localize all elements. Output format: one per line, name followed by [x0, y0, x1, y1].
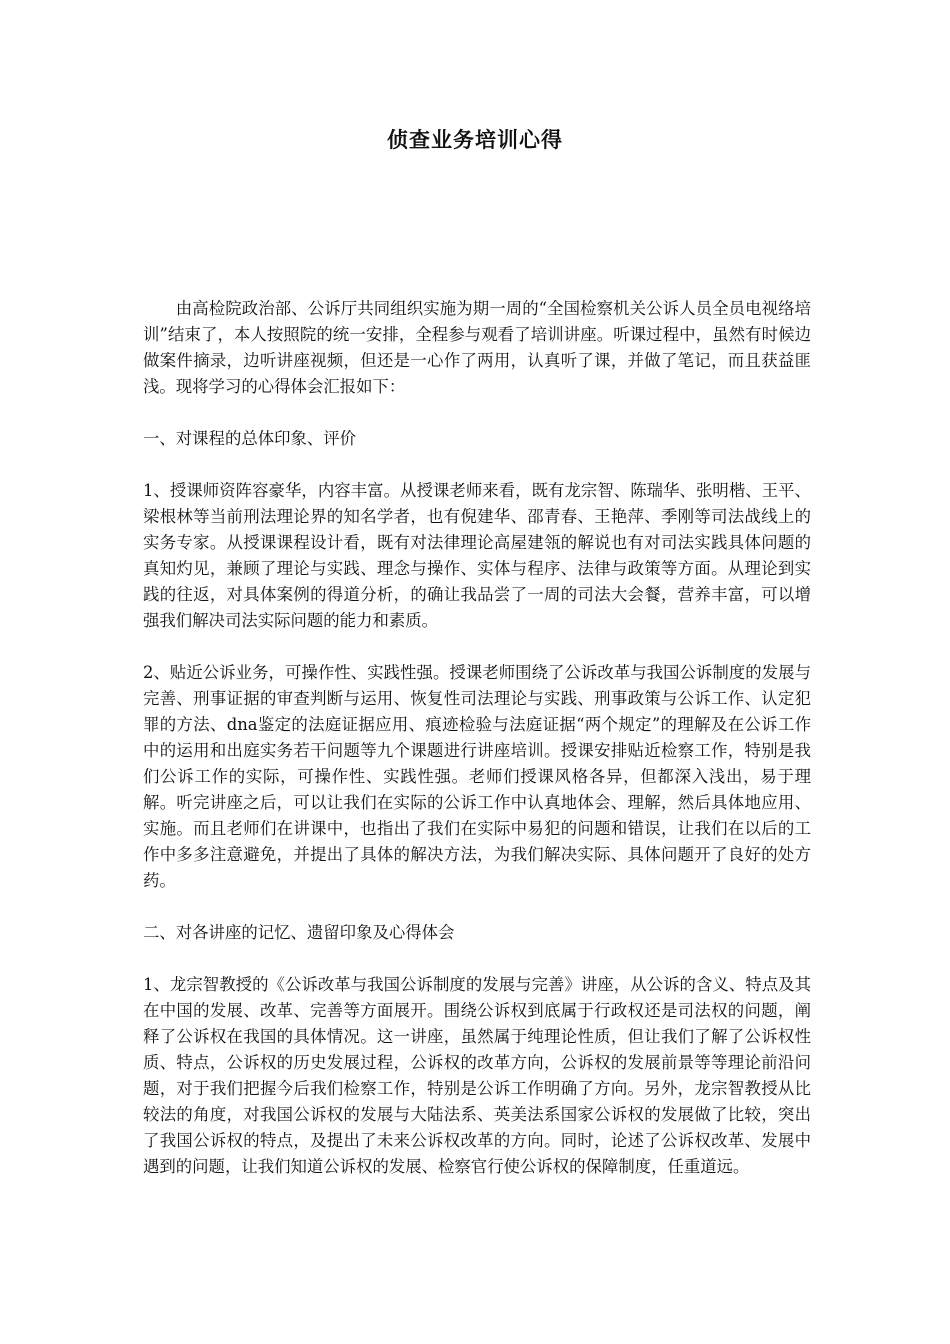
intro-paragraph: 由高检院政治部、公诉厅共同组织实施为期一周的“全国检察机关公诉人员全员电视络培训”结束了，本人按照院的统一安排，全程参与观看了培训讲座。听课过程中，虽然有时候边做案件摘录，边听讲座视频，但还是一心作了两用，认真听了课，并做了笔记，而且获益匪浅。现将学习的心得体会汇报如下：	[143, 299, 811, 396]
section-2-item-1: 1、龙宗智教授的《公诉改革与我国公诉制度的发展与完善》讲座，从公诉的含义、特点及其在中国的发展、改革、完善等方面展开。围绕公诉权到底属于行政权还是司法权的问题，阐释了公诉权在我国的具体情况。这一讲座，虽然属于纯理论性质，但让我们了解了公诉权性质、特点，公诉权的历史发展过程，公诉权的改革方向，公诉权的发展前景等等理论前沿问题，对于我们把握今后我们检察工作，特别是公诉工作明确了方向。另外，龙宗智教授从比较法的角度，对我国公诉权的发展与大陆法系、英美法系国家公诉权的发展做了比较，突出了我国公诉权的特点，及提出了未来公诉权改革的方向。同时，论述了公诉权改革、发展中遇到的问题，让我们知道公诉权的发展、检察官行使公诉权的保障制度，任重道远。	[143, 975, 811, 1176]
section-heading-1: 一、对课程的总体印象、评价	[143, 429, 357, 448]
document-title: 侦查业务培训心得	[387, 127, 563, 152]
section-1-item-1: 1、授课师资阵容豪华，内容丰富。从授课老师来看，既有龙宗智、陈瑞华、张明楷、王平、梁根林等当前刑法理论界的知名学者，也有倪建华、邵青春、王艳萍、季刚等司法战线上的实务专家。从授课课程设计看，既有对法律理论高屋建瓴的解说也有对司法实践具体问题的真知灼见，兼顾了理论与实践、理念与操作、实体与程序、法律与政策等方面。从理论到实践的往返，对具体案例的得道分析，的确让我品尝了一周的司法大会餐，营养丰富，可以增强我们解决司法实际问题的能力和素质。	[143, 481, 811, 630]
section-1-item-2: 2、贴近公诉业务，可操作性、实践性强。授课老师围绕了公诉改革与我国公诉制度的发展与完善、刑事证据的审查判断与运用、恢复性司法理论与实践、刑事政策与公诉工作、认定犯罪的方法、dna鉴定的法庭证据应用、痕迹检验与法庭证据“两个规定”的理解及在公诉工作中的运用和出庭实务若干问题等九个课题进行讲座培训。授课安排贴近检察工作，特别是我们公诉工作的实际，可操作性、实践性强。老师们授课风格各异，但都深入浅出，易于理解。听完讲座之后，可以让我们在实际的公诉工作中认真地体会、理解，然后具体地应用、实施。而且老师们在讲课中，也指出了我们在实际中易犯的问题和错误，让我们在以后的工作中多多注意避免，并提出了具体的解决方法，为我们解决实际、具体问题开了良好的处方药。	[143, 663, 811, 890]
document-body	[143, 296, 811, 1206]
section-heading-2: 二、对各讲座的记忆、遗留印象及心得体会	[143, 923, 455, 942]
